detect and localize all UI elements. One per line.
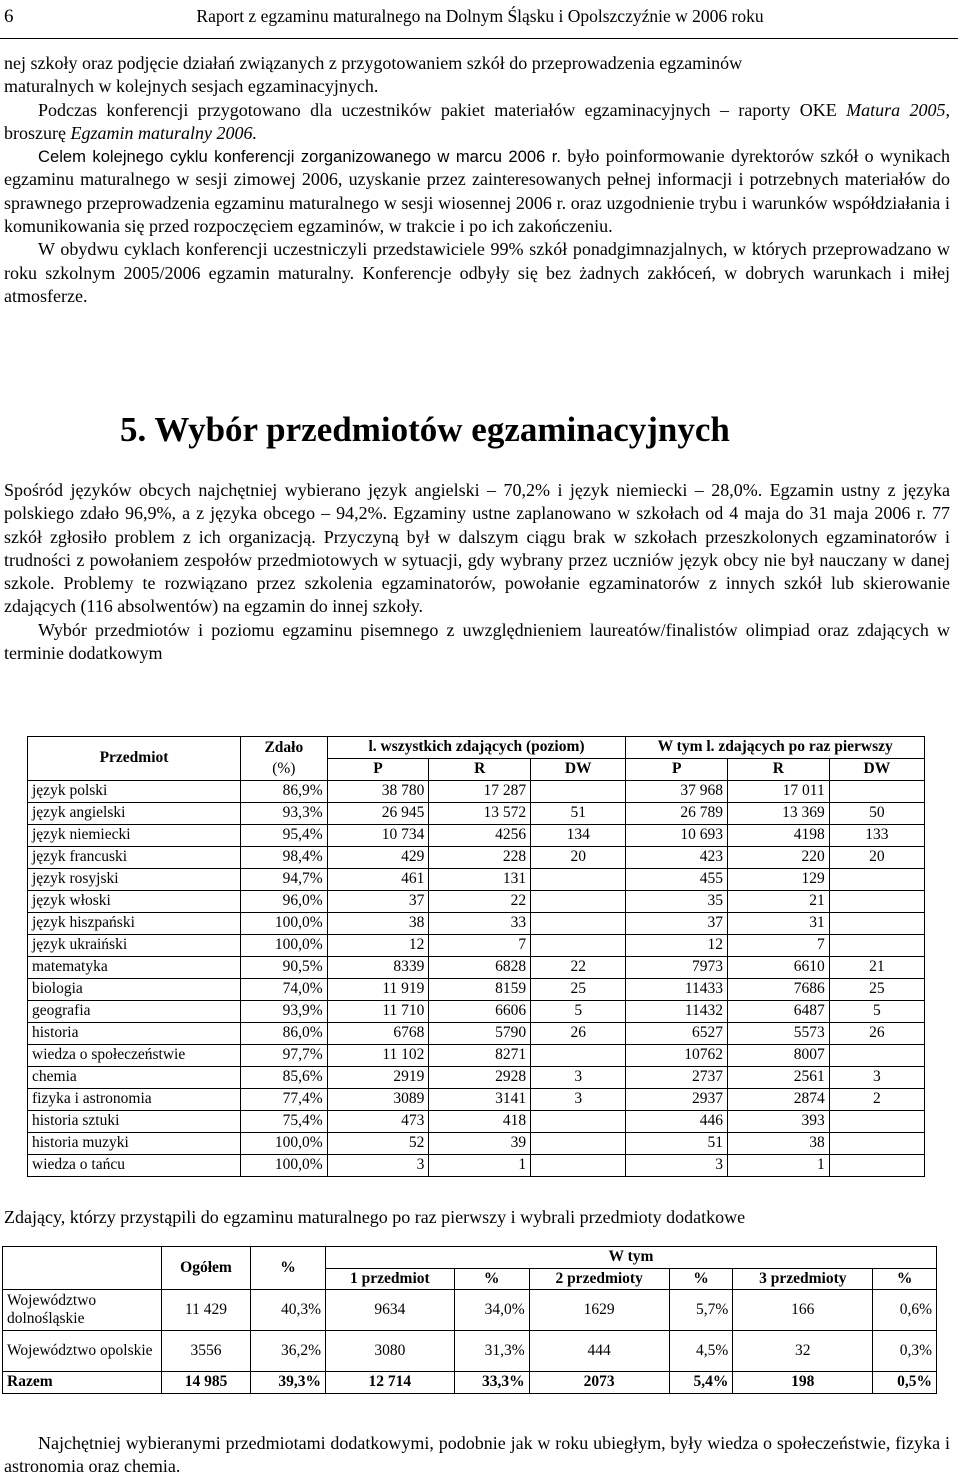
- table-cell: 5,4%: [669, 1372, 733, 1394]
- table-cell: 32: [733, 1331, 873, 1372]
- column-header: %: [454, 1268, 529, 1290]
- table-cell: 86,0%: [241, 1023, 328, 1045]
- table-cell: 3089: [327, 1089, 429, 1111]
- section-heading: 5. Wybór przedmiotów egzaminacyjnych: [120, 410, 730, 449]
- table-row: [28, 1155, 925, 1177]
- column-header: %: [669, 1268, 733, 1290]
- column-header: R: [728, 759, 830, 781]
- row-label: Województwo dolnośląskie: [3, 1290, 162, 1331]
- table-cell: 75,4%: [241, 1111, 328, 1133]
- table-cell: 11432: [626, 1001, 728, 1023]
- table-cell: 1: [429, 1155, 531, 1177]
- table-cell: 133: [829, 825, 924, 847]
- paragraph: Wybór przedmiotów i poziomu egzaminu pisemnego z uwzględnieniem laureatów/finalistów olimpiad oraz zdających w terminie dodatkowym: [4, 619, 950, 664]
- table-cell: 2874: [728, 1089, 830, 1111]
- table-cell: 26 789: [626, 803, 728, 825]
- paragraph: [4, 145, 950, 238]
- column-header: 3 przedmioty: [733, 1268, 873, 1290]
- table-cell: 37: [626, 913, 728, 935]
- table-cell: 473: [327, 1111, 429, 1133]
- table-cell: 2937: [626, 1089, 728, 1111]
- table-cell: 11 102: [327, 1045, 429, 1067]
- table-cell: 37: [327, 891, 429, 913]
- table-cell: 39: [429, 1133, 531, 1155]
- table-cell: 461: [327, 869, 429, 891]
- table-cell: 86,9%: [241, 781, 328, 803]
- table-cell: 26 945: [327, 803, 429, 825]
- table-cell: [829, 1111, 924, 1133]
- table-cell: [829, 1045, 924, 1067]
- table-cell: 96,0%: [241, 891, 328, 913]
- table-cell: [829, 869, 924, 891]
- subjects-table: [27, 736, 925, 1177]
- table-cell: 35: [626, 891, 728, 913]
- table-cell: 5: [531, 1001, 626, 1023]
- table-cell: 4,5%: [669, 1331, 733, 1372]
- additional-subjects-table: [2, 1246, 937, 1394]
- table-cell: 10762: [626, 1045, 728, 1067]
- table-cell: 7973: [626, 957, 728, 979]
- italic-title: Matura 2005: [846, 99, 946, 120]
- table-cell: 90,5%: [241, 957, 328, 979]
- table-cell: [531, 869, 626, 891]
- table-row: [28, 1023, 925, 1045]
- table-cell: 10 734: [327, 825, 429, 847]
- table-cell: 14 985: [162, 1372, 251, 1394]
- table-row: [28, 825, 925, 847]
- row-label: Województwo opolskie: [3, 1331, 162, 1372]
- table-cell: 6606: [429, 1001, 531, 1023]
- text-run: , broszurę: [4, 99, 951, 143]
- table-cell: język angielski: [28, 803, 241, 825]
- table-cell: 446: [626, 1111, 728, 1133]
- table-cell: 3: [531, 1067, 626, 1089]
- table-cell: 7686: [728, 979, 830, 1001]
- table-cell: 3: [531, 1089, 626, 1111]
- column-header: 1 przedmiot: [326, 1268, 455, 1290]
- page-number: 6: [4, 6, 14, 27]
- table-cell: 22: [429, 891, 531, 913]
- table-cell: historia sztuki: [28, 1111, 241, 1133]
- column-header: R: [429, 759, 531, 781]
- table-cell: 20: [531, 847, 626, 869]
- table-cell: 74,0%: [241, 979, 328, 1001]
- table-row: [28, 979, 925, 1001]
- table-cell: 33,3%: [454, 1372, 529, 1394]
- table-cell: 134: [531, 825, 626, 847]
- table-cell: 11 710: [327, 1001, 429, 1023]
- table-cell: 93,9%: [241, 1001, 328, 1023]
- table-cell: 3: [327, 1155, 429, 1177]
- table-cell: [531, 1111, 626, 1133]
- table-cell: 100,0%: [241, 913, 328, 935]
- table-cell: 2928: [429, 1067, 531, 1089]
- table-row: [3, 1372, 937, 1394]
- table-row: [3, 1290, 937, 1331]
- table-cell: 4198: [728, 825, 830, 847]
- table-cell: 21: [728, 891, 830, 913]
- table-cell: [531, 935, 626, 957]
- table-row: [28, 847, 925, 869]
- table-cell: 25: [829, 979, 924, 1001]
- table-row: [28, 957, 925, 979]
- column-header: Przedmiot: [28, 737, 241, 781]
- table-cell: 94,7%: [241, 869, 328, 891]
- table-cell: 3556: [162, 1331, 251, 1372]
- row-label: Razem: [3, 1372, 162, 1394]
- table-cell: 50: [829, 803, 924, 825]
- table-row: [28, 1089, 925, 1111]
- table-cell: język niemiecki: [28, 825, 241, 847]
- table-cell: wiedza o społeczeństwie: [28, 1045, 241, 1067]
- table-cell: 12: [327, 935, 429, 957]
- section-text: [4, 479, 950, 665]
- table-cell: [531, 891, 626, 913]
- table-cell: 5: [829, 1001, 924, 1023]
- table-cell: 2919: [327, 1067, 429, 1089]
- table-cell: matematyka: [28, 957, 241, 979]
- table-cell: 0,5%: [873, 1372, 937, 1394]
- table-cell: 51: [531, 803, 626, 825]
- table-cell: 26: [531, 1023, 626, 1045]
- table-cell: 38: [327, 913, 429, 935]
- table-cell: 36,2%: [251, 1331, 326, 1372]
- table-cell: fizyka i astronomia: [28, 1089, 241, 1111]
- table-cell: 6828: [429, 957, 531, 979]
- table-cell: [829, 1133, 924, 1155]
- table-cell: 39,3%: [251, 1372, 326, 1394]
- table-cell: 9634: [326, 1290, 455, 1331]
- text-run: było poinformowanie dyrektorów szkół o wynikach egzaminu maturalnego w sesji zimowej 2006, uzyskanie przez zainteresowanych pełnej informacji i potrzebnych materiałów do sprawnego przeprowadzenia egzaminu maturalnego w sesji wiosennej 2006 r. oraz uzgodnienie trybu i warunków współdziałania i komunikowania się przed rozpoczęciem egzaminów, w trakcie i po ich zakończeniu.: [4, 146, 950, 237]
- column-header: Ogółem: [162, 1247, 251, 1290]
- column-header: W tym l. zdających po raz pierwszy: [626, 737, 925, 759]
- table-cell: [829, 935, 924, 957]
- table-cell: 444: [529, 1331, 669, 1372]
- table-header-row: [3, 1247, 937, 1269]
- paragraph: [4, 99, 950, 146]
- table-row: [28, 1133, 925, 1155]
- column-header: %: [873, 1268, 937, 1290]
- table-cell: 51: [626, 1133, 728, 1155]
- table-cell: 5790: [429, 1023, 531, 1045]
- table-cell: 52: [327, 1133, 429, 1155]
- table-cell: 98,4%: [241, 847, 328, 869]
- table-cell: 429: [327, 847, 429, 869]
- table-cell: 8007: [728, 1045, 830, 1067]
- table-cell: 7: [429, 935, 531, 957]
- table-row: [28, 935, 925, 957]
- table-cell: 6487: [728, 1001, 830, 1023]
- table-cell: 455: [626, 869, 728, 891]
- table-cell: 31: [728, 913, 830, 935]
- table-cell: 220: [728, 847, 830, 869]
- table-cell: [531, 1133, 626, 1155]
- table-cell: 418: [429, 1111, 531, 1133]
- column-header: %: [251, 1247, 326, 1290]
- column-header: l. wszystkich zdających (poziom): [327, 737, 626, 759]
- table-cell: [829, 913, 924, 935]
- page-header: [0, 0, 960, 40]
- table-row: [28, 1045, 925, 1067]
- italic-title: Egzamin maturalny 2006.: [70, 122, 257, 143]
- table-cell: 2561: [728, 1067, 830, 1089]
- paragraph-line: maturalnych w kolejnych sesjach egzaminacyjnych.: [4, 76, 379, 97]
- table-cell: 2737: [626, 1067, 728, 1089]
- table-cell: 6610: [728, 957, 830, 979]
- table-cell: geografia: [28, 1001, 241, 1023]
- column-header: (%): [241, 759, 328, 781]
- table-cell: 85,6%: [241, 1067, 328, 1089]
- table-row: [28, 803, 925, 825]
- table-cell: wiedza o tańcu: [28, 1155, 241, 1177]
- table-cell: biologia: [28, 979, 241, 1001]
- table-cell: 13 572: [429, 803, 531, 825]
- table-cell: 12 714: [326, 1372, 455, 1394]
- table-header-row: [28, 737, 925, 759]
- table-cell: 6527: [626, 1023, 728, 1045]
- table-cell: [829, 1155, 924, 1177]
- table-cell: 393: [728, 1111, 830, 1133]
- column-header: DW: [829, 759, 924, 781]
- table-cell: 8271: [429, 1045, 531, 1067]
- table-cell: [531, 781, 626, 803]
- table-cell: 97,7%: [241, 1045, 328, 1067]
- intro-text: [4, 52, 950, 308]
- table-cell: 17 287: [429, 781, 531, 803]
- table2-caption: Zdający, którzy przystąpili do egzaminu maturalnego po raz pierwszy i wybrali przedmioty dodatkowe: [4, 1207, 746, 1227]
- paragraph-line: nej szkoły oraz podjęcie działań związanych z przygotowaniem szkół do przeprowadzenia egzaminów: [4, 53, 743, 73]
- header-rule: [0, 38, 958, 39]
- table-cell: język polski: [28, 781, 241, 803]
- table-row: [3, 1331, 937, 1372]
- table-cell: 5573: [728, 1023, 830, 1045]
- table-cell: 11 429: [162, 1290, 251, 1331]
- table-cell: 423: [626, 847, 728, 869]
- table-cell: 6768: [327, 1023, 429, 1045]
- table-cell: historia muzyki: [28, 1133, 241, 1155]
- table-cell: 33: [429, 913, 531, 935]
- table-cell: 95,4%: [241, 825, 328, 847]
- table-cell: 22: [531, 957, 626, 979]
- table-cell: 100,0%: [241, 1133, 328, 1155]
- table-row: [28, 1067, 925, 1089]
- table-cell: [531, 913, 626, 935]
- table-cell: 2073: [529, 1372, 669, 1394]
- table-row: [28, 1111, 925, 1133]
- column-header: W tym: [326, 1247, 937, 1269]
- table-cell: 5,7%: [669, 1290, 733, 1331]
- column-header: DW: [531, 759, 626, 781]
- table-cell: 131: [429, 869, 531, 891]
- table-cell: 4256: [429, 825, 531, 847]
- table-cell: 0,3%: [873, 1331, 937, 1372]
- table-cell: 8159: [429, 979, 531, 1001]
- table-cell: 100,0%: [241, 1155, 328, 1177]
- table-cell: 129: [728, 869, 830, 891]
- table-cell: 31,3%: [454, 1331, 529, 1372]
- table-cell: język włoski: [28, 891, 241, 913]
- table-cell: język ukraiński: [28, 935, 241, 957]
- table-row: [28, 891, 925, 913]
- table-cell: 38: [728, 1133, 830, 1155]
- closing-paragraph: Najchętniej wybieranymi przedmiotami dodatkowymi, podobnie jak w roku ubiegłym, były wiedza o społeczeństwie, fizyka i astronomia oraz chemia.: [4, 1433, 950, 1477]
- table-cell: [531, 1155, 626, 1177]
- table-cell: 37 968: [626, 781, 728, 803]
- table-cell: 93,3%: [241, 803, 328, 825]
- table-cell: 40,3%: [251, 1290, 326, 1331]
- table-cell: 1: [728, 1155, 830, 1177]
- table-cell: historia: [28, 1023, 241, 1045]
- table-cell: 100,0%: [241, 935, 328, 957]
- table-cell: 166: [733, 1290, 873, 1331]
- table-cell: 17 011: [728, 781, 830, 803]
- table-cell: [531, 1045, 626, 1067]
- table-row: [28, 781, 925, 803]
- table-cell: język hiszpański: [28, 913, 241, 935]
- table-cell: [829, 891, 924, 913]
- table-cell: 38 780: [327, 781, 429, 803]
- text-run: Podczas konferencji przygotowano dla uczestników pakiet materiałów egzaminacyjnych – raporty OKE: [38, 99, 847, 120]
- table-cell: 10 693: [626, 825, 728, 847]
- running-title: Raport z egzaminu maturalnego na Dolnym Śląsku i Opolszczyźnie w 2006 roku: [196, 6, 764, 26]
- table-cell: [829, 781, 924, 803]
- column-header: P: [327, 759, 429, 781]
- table-cell: chemia: [28, 1067, 241, 1089]
- column-header: Zdało: [241, 737, 328, 759]
- paragraph: Spośród języków obcych najchętniej wybierano język angielski – 70,2% i język niemiecki – 28,0%. Egzamin ustny z języka polskiego zdało 96,9%, a z języka obcego – 94,2%. Egzaminy ustne zaplanowano w szkołach od 4 maja do 31 maja 2006 r. 77 szkół zgłosiło problem z ich organizacją. Przyczyną był w dalszym ciągu brak w szkołach przeszkolonych egzaminatorów i trudności z powołaniem zespołów przedmiotowych w sytuacji, gdy wybrany przez uczniów język obcy nie był nauczany w danej szkole. Problemy te rozwiązano przez szkolenia egzaminatorów, powołanie egzaminatorów z innych szkół lub skierowanie zdających (116 absolwentów) na egzamin do innej szkoły.: [4, 480, 950, 617]
- table-cell: 3: [829, 1067, 924, 1089]
- table-cell: 26: [829, 1023, 924, 1045]
- table-cell: 11 919: [327, 979, 429, 1001]
- table-cell: 1629: [529, 1290, 669, 1331]
- table-cell: 7: [728, 935, 830, 957]
- table-cell: 34,0%: [454, 1290, 529, 1331]
- column-header: 2 przedmioty: [529, 1268, 669, 1290]
- table-cell: 77,4%: [241, 1089, 328, 1111]
- table-cell: 0,6%: [873, 1290, 937, 1331]
- table-cell: 13 369: [728, 803, 830, 825]
- text-run: Celem kolejnego cyklu konferencji zorganizowanego w marcu 2006 r.: [38, 147, 561, 167]
- table-row: [28, 1001, 925, 1023]
- table-row: [28, 869, 925, 891]
- table-cell: 228: [429, 847, 531, 869]
- table-cell: 198: [733, 1372, 873, 1394]
- table-cell: 25: [531, 979, 626, 1001]
- table-cell: język rosyjski: [28, 869, 241, 891]
- paragraph: W obydwu cyklach konferencji uczestniczyli przedstawiciele 99% szkół ponadgimnazjalnych, w których przeprowadzano w roku szkolnym 2005/2006 egzamin maturalny. Konferencje odbyły się bez żadnych zakłóceń, w dobrych warunkach i miłej atmosferze.: [4, 239, 950, 306]
- column-header: P: [626, 759, 728, 781]
- table-cell: 8339: [327, 957, 429, 979]
- table-cell: 2: [829, 1089, 924, 1111]
- table-cell: 20: [829, 847, 924, 869]
- table-row: [28, 913, 925, 935]
- column-header: [3, 1247, 162, 1290]
- table-cell: 3141: [429, 1089, 531, 1111]
- table-cell: 21: [829, 957, 924, 979]
- table-cell: język francuski: [28, 847, 241, 869]
- table-cell: 12: [626, 935, 728, 957]
- table-cell: 11433: [626, 979, 728, 1001]
- table-cell: 3: [626, 1155, 728, 1177]
- table-cell: 3080: [326, 1331, 455, 1372]
